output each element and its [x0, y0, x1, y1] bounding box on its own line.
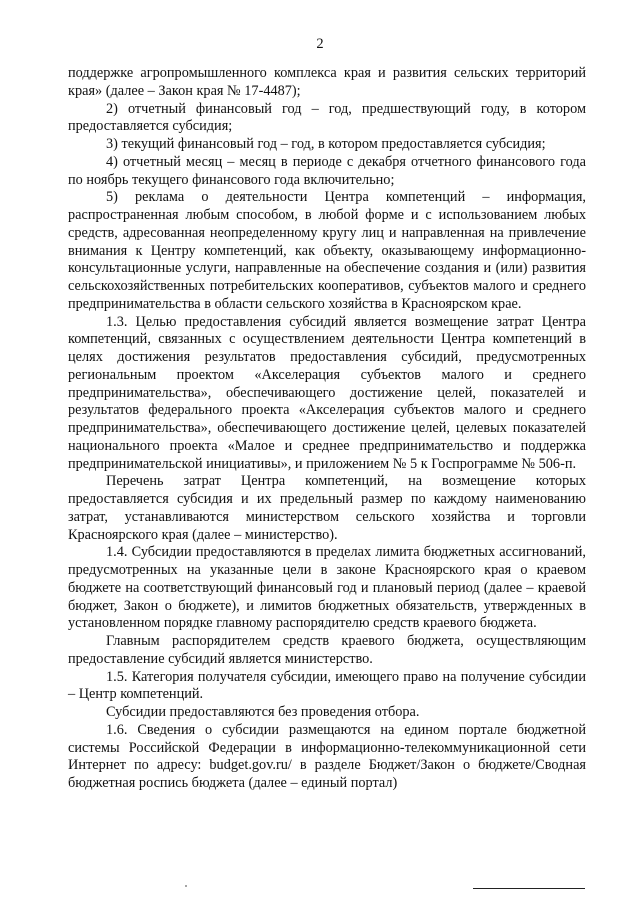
paragraph-item-3: 3) текущий финансовый год – год, в котором предоставляется субсидия; [106, 136, 546, 152]
paragraph-no-selection: Субсидии предоставляются без проведения отбора. [106, 704, 420, 720]
document-body [68, 65, 586, 793]
paragraph-1-3: 1.3. Целью предоставления субсидий является возмещение затрат Центра компетенций, связанных с осуществлением деятельности Центра компетенций в целях достижения результатов предоставления субсидий, предусмотренных региональным проектом «Акселерация субъектов малого и среднего предпринимательства», обеспечивающего достижение целей, показателей и результатов федерального проекта «Акселерация субъектов малого и среднего предпринимательства», обеспечивающего достижение целей, целевых показателей национального проекта «Малое и среднее предпринимательство и поддержка предпринимательской инициативы», и приложением № 5 к Госпрограмме № 506-п. [68, 313, 586, 472]
paragraph-1-4: 1.4. Субсидии предоставляются в пределах лимита бюджетных ассигнований, предусмотренных на указанные цели в законе Красноярского края о краевом бюджете на соответствующий финансовый год и плановый период (далее – краевой бюджет, Закон о бюджете), и лимитов бюджетных обязательств, утвержденных в установленном порядке главному распорядителю средств краевого бюджета. [68, 544, 586, 632]
paragraph-item-2: 2) отчетный финансовый год – год, предшествующий году, в котором предоставляется субсидия; [68, 100, 586, 135]
paragraph-continuation: поддержке агропромышленного комплекса края и развития сельских территорий края» (далее – Закон края № 17-4487); [68, 65, 586, 99]
paragraph-item-4: 4) отчетный месяц – месяц в периоде с декабря отчетного финансового года по ноябрь текущего финансового года включительно; [68, 153, 586, 188]
paragraph-1-6: 1.6. Сведения о субсидии размещаются на едином портале бюджетной системы Российской Федерации в информационно-телекоммуникационной сети Интернет по адресу: budget.gov.ru/ в разделе Бюджет/Закон о бюджете/Сводная бюджетная роспись бюджета (далее – единый портал) [68, 721, 586, 791]
scan-speck [185, 885, 187, 887]
paragraph-chief-manager: Главным распорядителем средств краевого бюджета, осуществляющим предоставление субсидий является министерство. [68, 633, 586, 667]
paragraph-item-5: 5) реклама о деятельности Центра компетенций – информация, распространенная любым способом, в любой форме и с использованием любых средств, адресованная неопределенному кругу лиц и направленная на привлечение внимания к Центру компетенций, как объекту, оказывающему информационно-консультационные услуги, направленные на обеспечение создания и (или) развития сельскохозяйственных потребительских кооперативов, субъектов малого и среднего предпринимательства в области сельского хозяйства в Красноярском крае. [68, 189, 586, 312]
paragraph-1-5: 1.5. Категория получателя субсидии, имеющего право на получение субсидии – Центр компетенций. [68, 668, 586, 703]
paragraph-cost-list: Перечень затрат Центра компетенций, на возмещение которых предоставляется субсидия и их предельный размер по каждому наименованию затрат, устанавливаются министерством сельского хозяйства и торговли Красноярского края (далее – министерство). [68, 473, 586, 543]
page-number: 2 [316, 36, 324, 52]
footer-rule [473, 888, 585, 889]
